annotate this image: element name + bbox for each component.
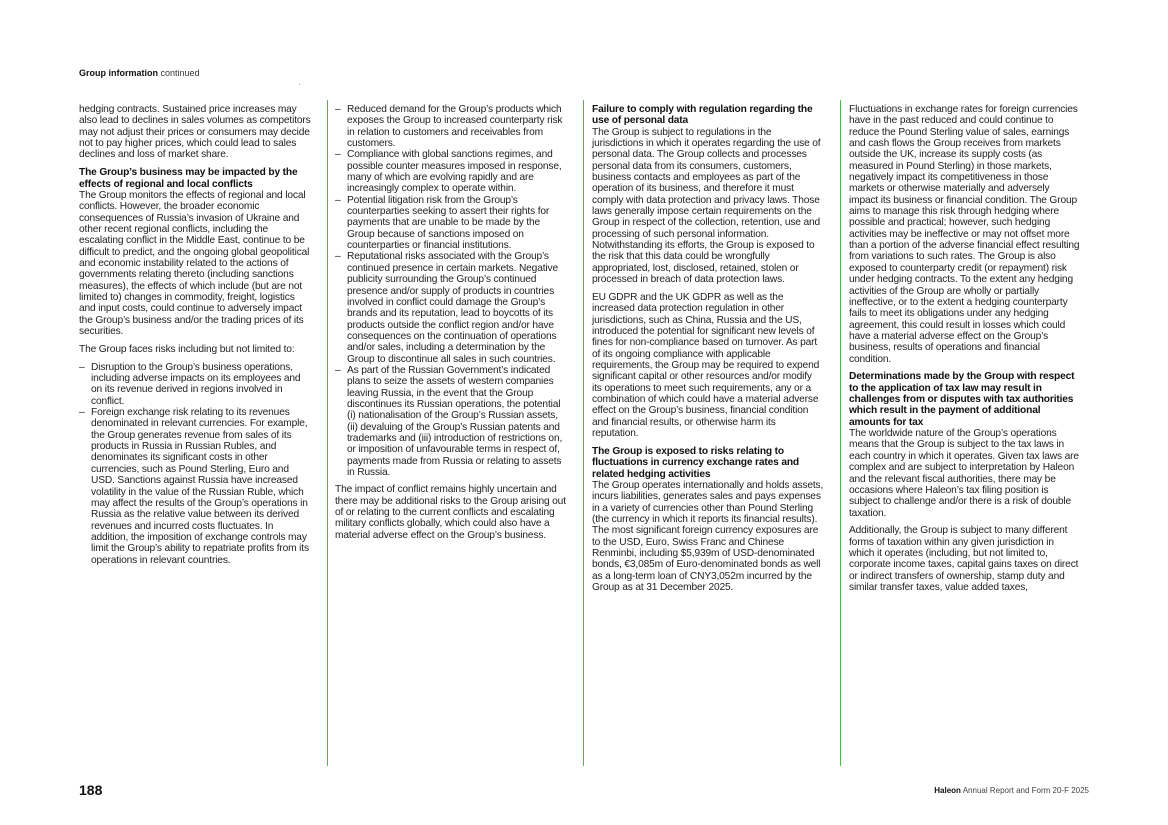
paragraph: The Group is subject to regulations in the jurisdictions in which it operates regarding the use of personal data. The Group collects and processes personal data from its consumers, customers, business contacts and employees as part of the operation of its business, and therefore it must comply with data protection and privacy laws. Those laws generally impose certain requirements on the Group in respect of the collection, retention, use and processing of such personal information. Notwithstanding its efforts, the Group is exposed to the risk that this data could be wrongfully appropriated, lost, disclosed, retained, stolen or processed in breach of data protection laws. [592, 126, 821, 286]
paragraph: The impact of conflict remains highly uncertain and there may be additional risks to the Group arising out of or relating to the current conflicts and escalating military conflicts globally, which could also have a material adverse effect on the Group’s business. [335, 484, 566, 541]
list-item: – Reputational risks associated with the Group’s continued presence in certain markets. Negative publicity surrounding the Group’s continued presence and/or supply of products in countries involved in conflict could damage the Group’s brands and its reputation, lead to boycotts of its products outside the conflict region and/or have consequences on the continuation of operations and/or sales, including a determination by the Group to discontinue all sales in such countries. [335, 251, 567, 364]
list-item: – Potential litigation risk from the Group’s counterparties seeking to assert their rights for payments that are unable to be made by the Group because of sanctions imposed on counterparties or financial institutions. [335, 195, 567, 252]
risk-list [335, 104, 567, 478]
column-divider [327, 100, 328, 766]
section-header-bold: Group information [79, 68, 158, 78]
risk-list [79, 362, 311, 566]
section-heading: Failure to comply with regulation regarding the use of personal data [592, 104, 813, 127]
section-heading: The Group is exposed to risks relating to fluctuations in currency exchange rates and related hedging activities [592, 445, 799, 480]
paragraph: The Group faces risks including but not limited to: [79, 343, 295, 355]
paragraph: The Group operates internationally and holds assets, incurs liabilities, generates sales and pays expenses in a variety of currencies other than Pound Sterling (the currency in which it reports its financial results). The most significant foreign currency exposures are to the USD, Euro, Swiss Franc and Chinese Renminbi, including $5,939m of USD-denominated bonds, €3,085m of Euro-denominated bonds as well as a long-term loan of CNY3,052m incurred by the Group as at 31 December 2025. [592, 480, 824, 594]
paragraph: hedging contracts. Sustained price increases may also lead to declines in sales volumes as competitors may not adjust their prices or consumers may decide not to pay higher prices, which could lead to sales declines and loss of market share. [79, 104, 311, 161]
section-header [79, 68, 200, 78]
paragraph: The Group monitors the effects of regional and local conflicts. However, the broader economic consequences of Russia’s invasion of Ukraine and other recent regional conflicts, including the escalating conflict in the Middle East, continue to be difficult to predict, and the ongoing global geopolitical and economic instability related to the actions of governments relating thereto (including sanctions measures), the effects of which include (but are not limited to) changes in commodity, freight, logistics and input costs, could continue to adversely impact the Group’s business and/or the trading prices of its securities. [79, 189, 310, 338]
footer-report-title [934, 786, 1089, 795]
paragraph: EU GDPR and the UK GDPR as well as the increased data protection regulation in other jurisdictions, such as China, Russia and the US, introduced the potential for significant new levels of fines for non-compliance based on turnover. As part of its ongoing compliance with applicable requirements, the Group may be required to expend significant capital or other resources and/or modify its operations to meet such requirements, any or a combination of which could have a material adverse effect on the Group’s business, financial condition and financial results, or otherwise harm its reputation. [592, 292, 820, 440]
paragraph: Fluctuations in exchange rates for foreign currencies have in the past reduced and could continue to reduce the Pound Sterling value of sales, earnings and cash flows the Group receives from markets outside the UK, increase its supply costs (as measured in Pound Sterling) in those markets, negatively impact its competitiveness in those markets or otherwise materially and adversely impact its business or financial condition. The Group aims to manage this risk through hedging where possible and practical; however, such hedging activities may be ineffective or may not offset more than a portion of the adverse financial effect resulting from variations to such rates. The Group is also exposed to counterparty credit (or repayment) risk under hedging contracts. To the extent any hedging activities of the Group are wholly or partially ineffective, or to the extent a hedging counterparty fails to meet its obligations under any hedging agreement, this could result in losses which could have a material adverse effect on the Group’s business, results of operations and financial condition. [849, 104, 1080, 365]
footer-title: Annual Report and Form 20-F 2025 [960, 786, 1089, 795]
section-header-suffix: continued [158, 68, 200, 78]
page-number: 188 [79, 782, 103, 798]
paragraph: The worldwide nature of the Group’s operations means that the Group is subject to the tax laws in each country in which it operates. Given tax laws are complex and are subject to interpretation by Haleon and the relevant fiscal authorities, there may be occasions where Haleon’s tax filing position is subject to challenge and/or there is a risk of double taxation. [849, 428, 1079, 519]
column-2 [335, 104, 567, 548]
list-item: – As part of the Russian Government’s indicated plans to seize the assets of western companies leaving Russia, in the event that the Group discontinues its Russian operations, the potential (i) nationalisation of the Group’s Russian assets, (ii) devaluing of the Group’s Russian patents and trademarks and (iii) introduction of restrictions on, or imposition of unfavourable terms in respect of, payments made from Russia or relating to assets in Russia. [335, 365, 567, 478]
column-1 [79, 104, 311, 572]
section-heading: Determinations made by the Group with respect to the application of tax law may result in challenges from or disputes with tax authorities which result in the payment of additional amounts for tax [849, 371, 1075, 428]
section-heading: The Group’s business may be impacted by the effects of regional and local conflicts [79, 167, 298, 190]
footer-brand-name: Haleon [934, 786, 961, 795]
column-divider [583, 100, 584, 766]
list-item: – Compliance with global sanctions regimes, and possible counter measures imposed in response, many of which are evolving rapidly and are increasingly complex to operate within. [335, 149, 567, 194]
list-item: – Disruption to the Group’s business operations, including adverse impacts on its employees and on its revenue derived in regions involved in conflict. [79, 362, 311, 407]
list-item: – Reduced demand for the Group’s products which exposes the Group to increased counterparty risk in relation to customers and receivables from customers. [335, 104, 567, 149]
list-item: – Foreign exchange risk relating to its revenues denominated in relevant currencies. For example, the Group generates revenue from sales of its products in Russia in Russian Rubles, and denominates its significant costs in other currencies, such as Pound Sterling, Euro and USD. Sanctions against Russia have increased volatility in the value of the Russian Ruble, which may affect the results of the Group’s operations in Russia as the relative value between its derived revenues and incurred costs fluctuates. In addition, the imposition of exchange controls may limit the Group’s ability to repatriate profits from its operations in relevant countries. [79, 407, 311, 566]
column-divider [840, 100, 841, 766]
marker-dot [299, 84, 300, 85]
paragraph: Additionally, the Group is subject to many different forms of taxation within any given jurisdiction in which it operates (including, but not limited to, corporate income taxes, capital gains taxes on direct or indirect transfers of ownership, stamp duty and similar transfer taxes, value added taxes, [849, 525, 1079, 594]
column-3 [592, 104, 824, 600]
column-4 [849, 104, 1081, 600]
